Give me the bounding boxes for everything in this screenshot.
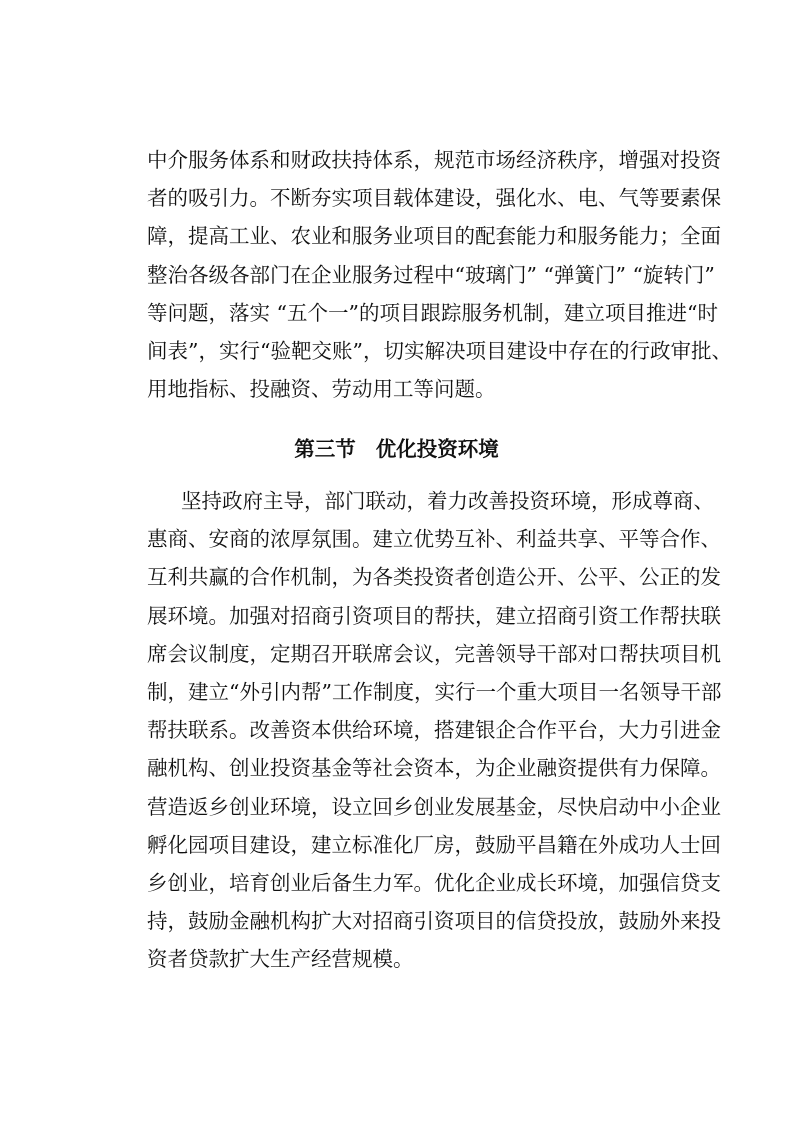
text-line: 等问题，落实 “五个一”的项目跟踪服务机制，建立项目推进“时: [147, 300, 718, 325]
text-line: 间表”，实行“验靶交账”，切实解决项目建设中存在的行政审批、: [147, 338, 732, 363]
text-line: 帮扶联系。改善资本供给环境，搭建银企合作平台，大力引进金: [147, 718, 721, 743]
text-line: 乡创业，培育创业后备生力军。优化企业成长环境，加强信贷支: [147, 870, 721, 895]
text-line: 用地指标、投融资、劳动用工等问题。: [147, 377, 496, 402]
paragraph-investment-environment: [147, 482, 722, 978]
text-line: 营造返乡创业环境，设立回乡创业发展基金，尽快启动中小企业: [147, 794, 721, 819]
text-line: 资者贷款扩大生产经营规模。: [147, 947, 414, 972]
text-line: 惠商、安商的浓厚氛围。建立优势互补、利益共享、平等合作、: [147, 527, 721, 552]
section-title: 优化投资环境: [375, 437, 499, 461]
text-line: 者的吸引力。不断夯实项目载体建设，强化水、电、气等要素保: [147, 186, 721, 211]
text-line: 整治各级各部门在企业服务过程中“玻璃门” “弹簧门” “旋转门”: [147, 262, 715, 287]
paragraph-continued: [147, 141, 732, 408]
section-number: 第三节: [294, 437, 356, 461]
text-line: 坚持政府主导，部门联动，着力改善投资环境，形成尊商、: [181, 489, 714, 513]
text-line: 障，提高工业、农业和服务业项目的配套能力和服务能力；全面: [147, 224, 721, 249]
section-heading: [0, 432, 793, 462]
text-line: 融机构、创业投资基金等社会资本，为企业融资提供有力保障。: [147, 756, 721, 781]
text-line: 互利共赢的合作机制，为各类投资者创造公开、公平、公正的发: [147, 565, 721, 590]
text-line: 持，鼓励金融机构扩大对招商引资项目的信贷投放，鼓励外来投: [147, 909, 721, 934]
text-line: 孵化园项目建设，建立标准化厂房，鼓励平昌籍在外成功人士回: [147, 832, 721, 857]
text-line: 席会议制度，定期召开联席会议，完善领导干部对口帮扶项目机: [147, 641, 721, 666]
text-line: 展环境。加强对招商引资项目的帮扶，建立招商引资工作帮扶联: [147, 603, 721, 628]
text-line: 制，建立“外引内帮”工作制度，实行一个重大项目一名领导干部: [147, 679, 722, 704]
text-line: 中介服务体系和财政扶持体系，规范市场经济秩序，增强对投资: [147, 148, 721, 172]
